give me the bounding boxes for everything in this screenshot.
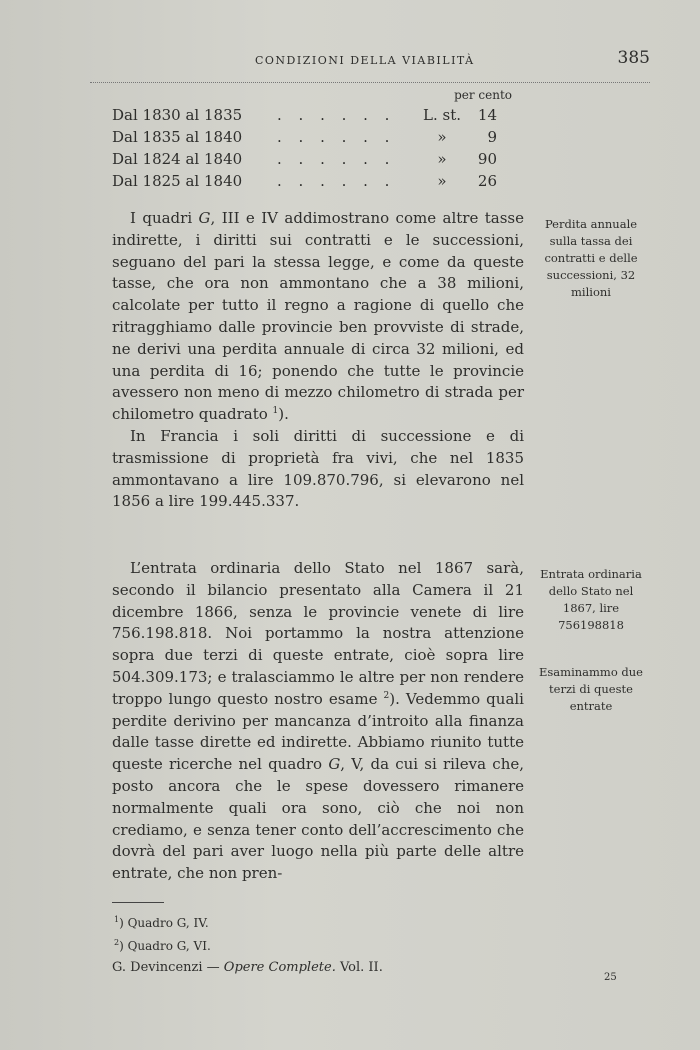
rate-row bbox=[112, 170, 512, 192]
footnote: $^2$) Quadro G, VI. bbox=[114, 938, 211, 953]
signature-volume: Vol. II. bbox=[335, 960, 383, 975]
rate-range: Dal 1824 al 1840 bbox=[112, 150, 243, 168]
signature-author: G. Devincenzi bbox=[112, 960, 203, 975]
footnote-ref: 2 bbox=[383, 690, 390, 701]
signature-title: Opere Complete. bbox=[223, 960, 336, 975]
paragraph: In Francia i soli diritti di successione e di trasmissione di proprietà fra vivi, che nel 1835 ammontavano a lire 109.870.796, si elevarono nel 1856 a lire 199.445.337. bbox=[112, 426, 524, 511]
rate-unit: L. st. bbox=[423, 106, 461, 124]
paragraph: L’entrata ordinaria dello Stato nel 1867 sarà, secondo il bilancio presentato alla Camera il 21 dicembre 1866, senza le provincie venete di lire 756.198.818. Noi portammo la nostra attenzione sopra due terzi di queste entrate, cioè sopra lire 504.309.173; e tralasciammo le altre per non rendere troppo lungo questo nostro esame $^2$). Vedemmo quali perdite derivino per mancanza d’introito alla finanza dalle tasse dirette ed indirette. Abbiamo riunito tutte queste ricerche nel quadro G, V, da cui si rileva che, posto ancora che le spese dovessero rimanere normalmente quali ora sono, ciò che noi non crediamo, e senza tener conto dell’accrescimento che dovrà del pari aver luogo nella più parte delle altre entrate, che non pren- bbox=[112, 559, 524, 883]
signature-line: G. Devincenzi — Opere Complete. Vol. II. bbox=[112, 960, 383, 975]
rate-row bbox=[112, 126, 512, 148]
running-head bbox=[90, 48, 650, 83]
footnote-divider bbox=[112, 902, 164, 903]
footnote-ref: 1 bbox=[272, 406, 279, 417]
rate-leader-dots: . . . . . . bbox=[277, 172, 396, 190]
rate-leader-dots: . . . . . . bbox=[277, 106, 396, 124]
body-text-upper bbox=[112, 208, 524, 513]
rate-table-header: per cento bbox=[454, 88, 512, 102]
paragraph: I quadri G, III e IV addimostrano come altre tasse indirette, i diritti sui contratti e le successioni, seguano del pari la stessa legge, e come da queste tasse, che ora non ammontano che a 38 milioni, calcolate per tutto il regno a ragione di quello che ritragghiamo dalle provincie ben provviste di strade, ne derivi una perdita annuale di circa 32 milioni, ed una perdita di 16; ponendo che tutte le provincie avessero non meno di mezzo chilometro di strada per chilometro quadrato $^1$). bbox=[112, 209, 524, 424]
margin-note: Esaminammo due terzi di queste entrate bbox=[539, 665, 643, 713]
rate-range: Dal 1830 al 1835 bbox=[112, 106, 243, 124]
rate-unit: » bbox=[437, 172, 447, 190]
rate-value: 26 bbox=[477, 172, 497, 190]
rate-table bbox=[112, 88, 512, 192]
rate-row bbox=[112, 148, 512, 170]
rate-value: 9 bbox=[487, 128, 497, 146]
margin-note: Perdita annuale sulla tassa dei contratti e delle successioni, 32 milioni bbox=[544, 217, 638, 299]
running-title: CONDIZIONI DELLA VIABILITÀ bbox=[255, 54, 475, 67]
rate-range: Dal 1835 al 1840 bbox=[112, 128, 243, 146]
margin-note: Entrata ordinaria dello Stato nel 1867, lire 756198818 bbox=[540, 567, 642, 632]
rate-value: 90 bbox=[477, 150, 497, 168]
page-number: 385 bbox=[617, 48, 650, 68]
rate-range: Dal 1825 al 1840 bbox=[112, 172, 243, 190]
rate-leader-dots: . . . . . . bbox=[277, 150, 396, 168]
signature-mark: 25 bbox=[604, 972, 617, 983]
rate-row bbox=[112, 104, 512, 126]
rate-unit: » bbox=[437, 150, 447, 168]
footnote: $^1$) Quadro G, IV. bbox=[114, 915, 209, 930]
footnotes bbox=[114, 910, 211, 956]
body-text-lower bbox=[112, 558, 524, 885]
rate-leader-dots: . . . . . . bbox=[277, 128, 396, 146]
rate-value: 14 bbox=[477, 106, 497, 124]
rate-unit: » bbox=[437, 128, 447, 146]
